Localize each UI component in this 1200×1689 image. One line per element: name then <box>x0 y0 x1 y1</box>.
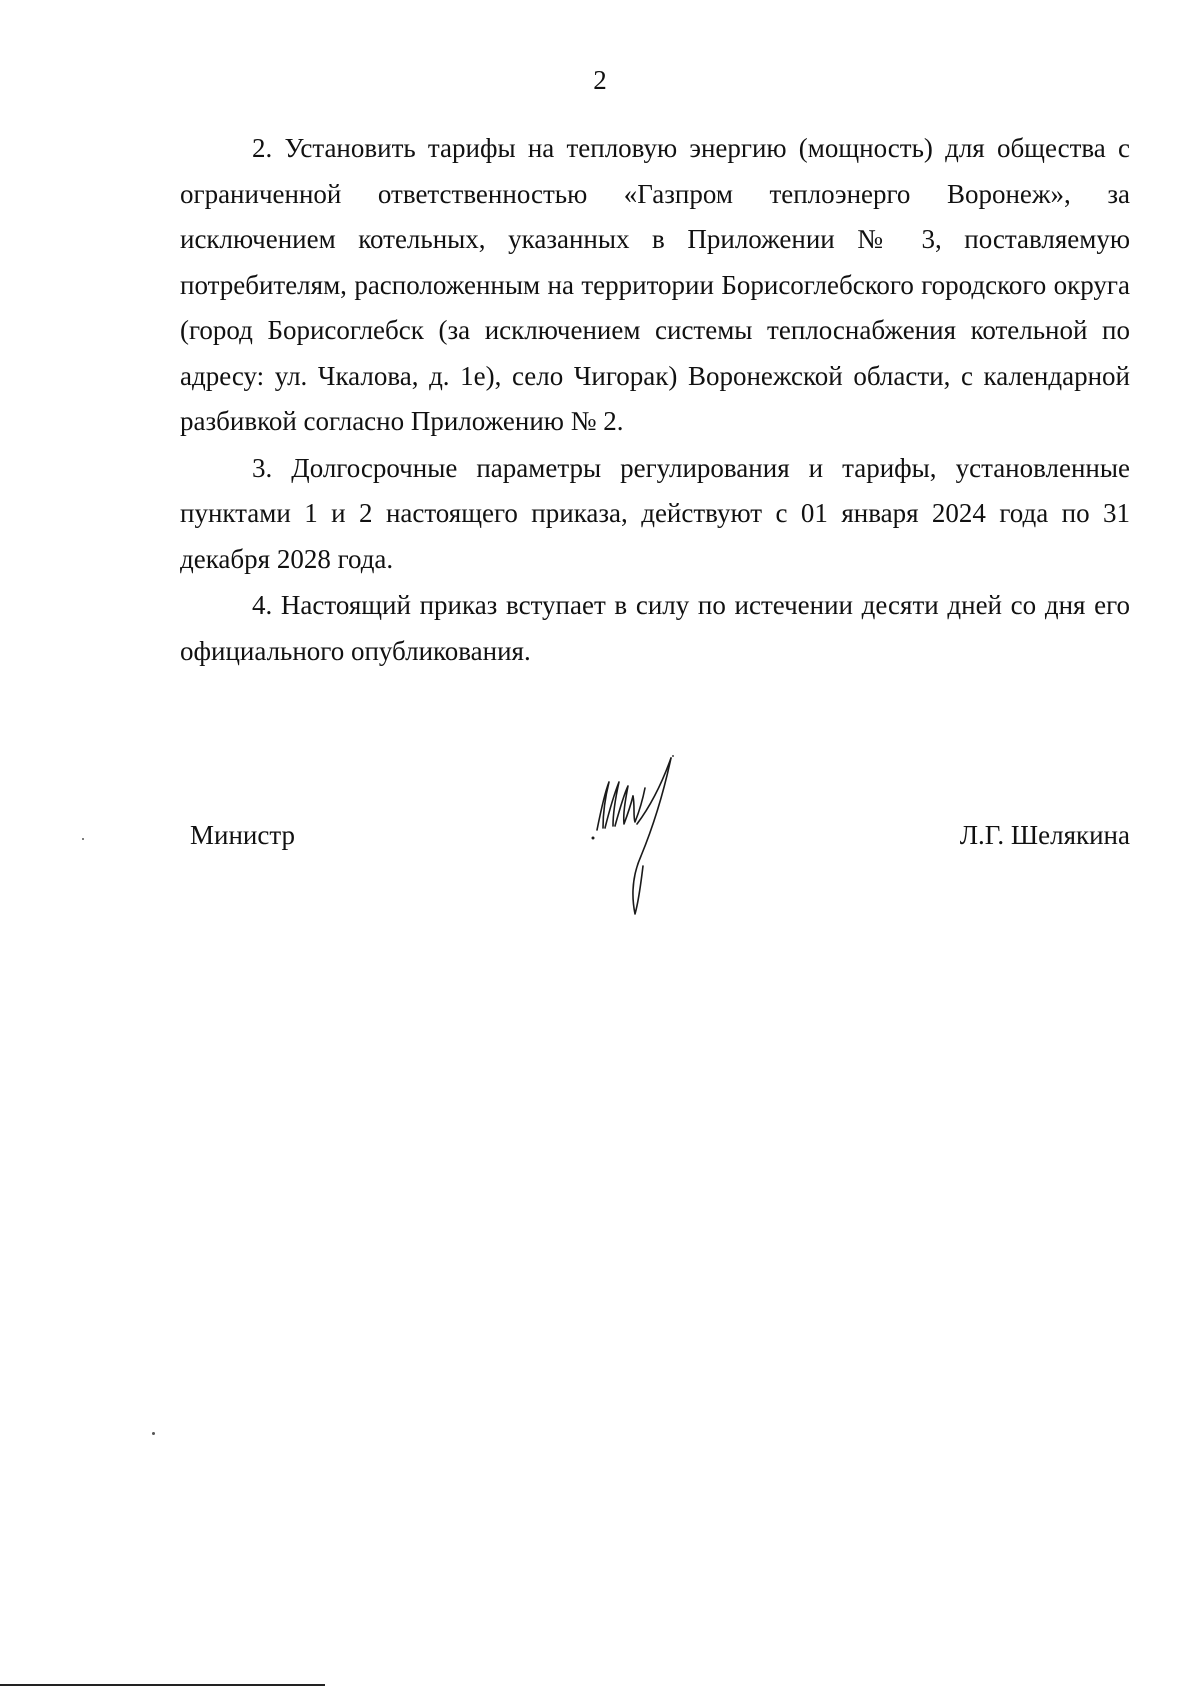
signatory-title: Министр <box>190 820 295 850</box>
paragraph-3: 3. Долгосрочные параметры регулирования и тарифы, установленные пунктами 1 и 2 настоящего приказа, действуют с 01 января 2024 года по 31 декабря 2028 года. <box>180 452 1130 574</box>
page-number: 2 <box>593 65 607 95</box>
paragraph-2: 2. Установить тарифы на тепловую энергию (мощность) для общества с ограниченной ответственностью «Газпром теплоэнерго Воронеж», за исключением котельных, указанных в Приложении № 3, поставляемую потребителям, расположенным на территории Борисоглебского городского округа (город Борисоглебск (за исключением системы теплоснабжения котельной по адресу: ул. Чкалова, д. 1е), село Чигорак) Воронежской области, с календарной разбивкой согласно Приложению № 2. <box>180 133 1130 436</box>
scan-speck <box>82 838 84 840</box>
footnote-rule <box>0 1684 325 1686</box>
signatory-name: Л.Г. Шелякина <box>959 820 1130 850</box>
paragraph-4: 4. Настоящий приказ вступает в силу по истечении десяти дней со дня его официального опубликования. <box>180 590 1130 666</box>
document-body <box>180 126 1130 675</box>
scan-speck <box>152 1432 155 1435</box>
handwritten-signature <box>575 752 735 932</box>
